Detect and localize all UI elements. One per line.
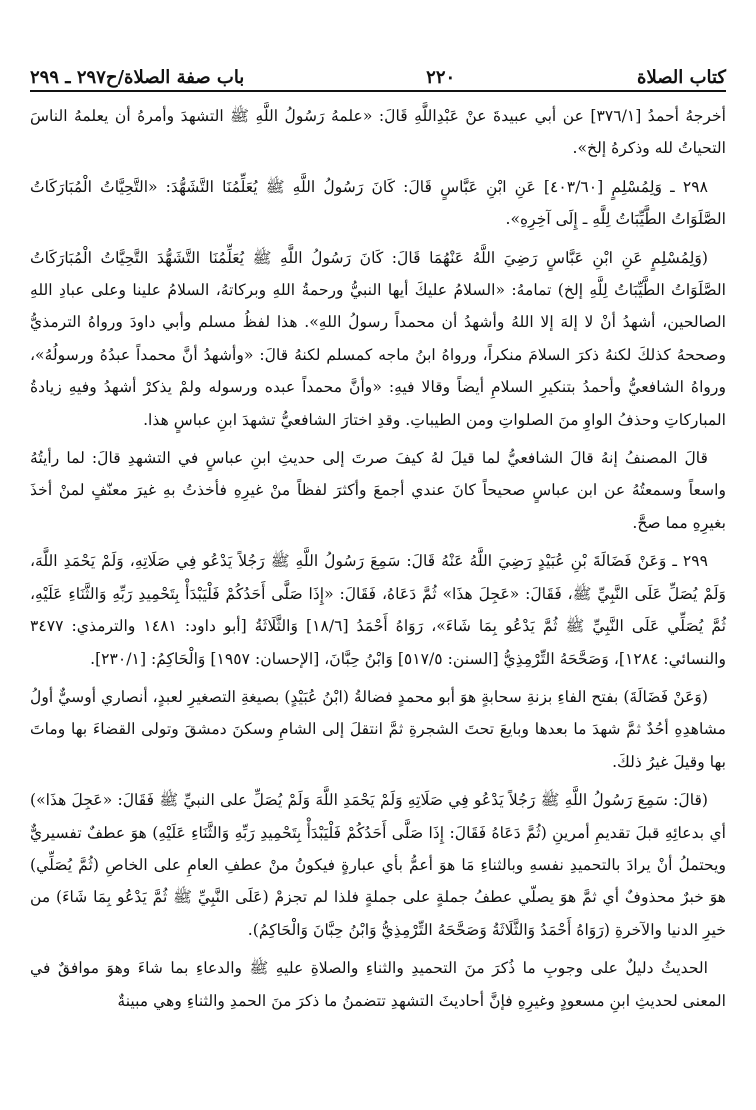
paragraph-commentary-299: (قالَ: سَمِعَ رَسُولُ اللَّهِ ﷺ رَجُلاً يَدْعُو فِي صَلَاتِهِ وَلَمْ يَحْمَدِ اللَّهَ وَلَمْ يُصَلِّ على النبيِّ ﷺ فَقَالَ: «عَجِلَ هذَا») أي بدعائِهِ قبلَ تقديمِ أمرينِ (ثُمَّ دَعَاهُ فَقَالَ: إِذَا صَلَّى أَحَدُكُمْ فَلْيَبْدَأْ بِتَحْمِيدِ رَبِّهِ وَالثَّنَاءِ عَلَيْهِ) هوَ عطفٌ تفسيريٌّ ويحتملُ أنْ يرادَ بالتحميدِ نفسهِ وبالثناءِ مَا هوَ أعمُّ بأي عبارةٍ فيكونُ منْ عطفِ العامِ على الخاصِ (ثُمَّ يُصَلِّي) هوَ خبرٌ محذوفٌ أي ثمَّ هوَ يصلّي عطفُ جملةٍ على جملةٍ فلذا لم تجزمْ (عَلَى النَّبِيِّ ﷺ ثُمَّ يَدْعُو بِمَا شَاءَ) من خيرِ الدنيا والآخرةِ (رَوَاهُ أَحْمَدُ وَالثَّلَاثَةُ وَصَحَّحَهُ التِّرْمِذِيُّ وَابْنُ حِبَّانَ وَالْحَاكِمُ). [30, 791, 726, 939]
paragraph-fadala-bio: (وَعَنْ فَضَالَةَ) بفتح الفاءِ بزنةِ سحابةٍ هوَ أبو محمدٍ فضالةُ (ابْنُ عُبَيْدٍ) بصيغةِ التصغيرِ لعبدٍ، أنصاري أوسيٌّ أولُ مشاهدِهِ أحُدٌ ثمَّ شهدَ ما بعدها وبايعَ تحتَ الشجرةِ ثمَّ انتقلَ إلى الشامِ وسكنَ دمشقَ وتولى القضاءَ بها وماتَ بها وقيلَ غيرُ ذلكَ. [30, 687, 726, 771]
running-header [30, 58, 726, 92]
header-chapter: باب صفة الصلاة/ح٢٩٧ ـ ٢٩٩ [30, 67, 245, 88]
paragraph-commentary-298: (وَلِمُسْلِمٍ عَنِ ابْنِ عَبَّاسٍ رَضِيَ اللَّهُ عَنْهُمَا قَالَ: كَانَ رَسُولُ اللَّهِ ﷺ يُعَلِّمُنَا التَّشَهُّدَ التَّحِيَّاتُ الْمُبَارَكَاتُ الصَّلَوَاتُ الطَّيِّبَاتُ لِلَّهِ إلخ) تمامهُ: «السلامُ عليكَ أيها النبيُّ ورحمةُ اللهِ وبركاتهُ، السلامُ علينا وعلى عبادِ اللهِ الصالحين، أشهدُ أنْ لا إلهَ إلا اللهُ وأشهدُ أن محمداً رسولُ اللهِ». هذا لفظُ مسلم وأبي داودَ ورواهُ الترمذيُّ وصححهُ كذلكَ لكنهُ ذكرَ السلامَ منكراً، ورواهُ ابنُ ماجه كمسلم لكنهُ قالَ: «وأشهدُ أنَّ محمداً عبدُهُ ورسولُهُ»، ورواهُ الشافعيُّ وأحمدُ بتنكيرِ السلامِ أيضاً وقالا فيهِ: «وأنَّ محمداً عبده ورسوله ولمْ يذكرْ أشهدُ وفيهِ زيادةُ المباركاتِ وحذفُ الواوِ منَ الصلواتِ ومن الطيباتِ. وقدِ اختارَ الشافعيُّ تشهدَ ابنِ عباسٍ هذا. [30, 248, 726, 429]
paragraph-ahmad-takhrij: أخرجهُ أحمدُ [٣٧٦/١] عن أبي عبيدةَ عنْ عَبْدِاللَّهِ قَالَ: «علمهُ رَسُولُ اللَّهِ ﷺ التشهدَ وأمرهُ أن يعلمهُ الناسَ التحياتُ لله وذكرهُ إلخ». [30, 107, 727, 158]
paragraph-hadith-299: ٢٩٩ ـ وَعَنْ فَضَالَةَ بْنِ عُبَيْدٍ رَضِيَ اللَّهُ عَنْهُ قَالَ: سَمِعَ رَسُولُ اللَّهِ ﷺ رَجُلاً يَدْعُو فِي صَلَاتِهِ، وَلَمْ يَحْمَدِ اللَّهَ، وَلَمْ يُصَلِّ عَلَى النَّبِيِّ ﷺ، فَقَالَ: «عَجِلَ هذَا» ثُمَّ دَعَاهُ، فَقَالَ: «إِذَا صَلَّى أَحَدُكُمْ فَلْيَبْدَأْ بِتَحْمِيدِ رَبِّهِ وَالثَّنَاءِ عَلَيْهِ، ثُمَّ يُصَلِّي عَلَى النَّبِيِّ ﷺ ثُمَّ يَدْعُو بِمَا شَاءَ»، رَوَاهُ أَحْمَدُ [١٨/٦] وَالثَّلَاثَةُ [أبو داود: ١٤٨١ والترمذي: ٣٤٧٧ والنسائي: ١٢٨٤]، وَصَحَّحَهُ التِّرْمِذِيُّ [السنن: ٥١٧/٥] وَابْنُ حِبَّانَ، [الإحسان: ١٩٥٧] وَالْحَاكِمُ: [٢٣٠/١]. [30, 552, 726, 668]
paragraph-shafii-note: قالَ المصنفُ إنهُ قالَ الشافعيُّ لما قيلَ لهُ كيفَ صرتَ إلى حديثِ ابنِ عباسٍ في التشهدِ قالَ: لما رأيتُهُ واسعاً وسمعتُهُ عن ابن عباسٍ صحيحاً كانَ عندي أجمعَ وأكثرَ لفظاً منْ غيرِهِ فأخذتُ بهِ غيرَ معنّفٍ لمنْ أخذَ بغيرِهِ مما صحَّ. [30, 449, 726, 532]
body-text [30, 100, 726, 1023]
paragraph-ruling: الحديثُ دليلٌ على وجوبِ ما ذُكرَ منَ التحميدِ والثناءِ والصلاةِ عليهِ ﷺ والدعاءِ بما شاءَ وهوَ موافقٌ في المعنى لحديثِ ابنِ مسعودٍ وغيرِهِ فإنَّ أحاديثَ التشهدِ تتضمنُ ما ذكرَ منَ الحمدِ والثناءِ وهي مبينةٌ [30, 959, 726, 1010]
header-book-title: كتاب الصلاة [637, 67, 726, 88]
paragraph-hadith-298: ٢٩٨ ـ وَلِمُسْلِمٍ [٤٠٣/٦٠] عَنِ ابْنِ عَبَّاسٍ قَالَ: كَانَ رَسُولُ اللَّهِ ﷺ يُعَلِّمُنَا التَّشَهُّدَ: «التَّحِيَّاتُ الْمُبَارَكَاتُ الصَّلَوَاتُ الطَّيِّبَاتُ لِلَّهِ ـ إِلَى آخِرِهِ». [30, 177, 726, 229]
header-page-number: ٢٢٠ [426, 67, 456, 88]
